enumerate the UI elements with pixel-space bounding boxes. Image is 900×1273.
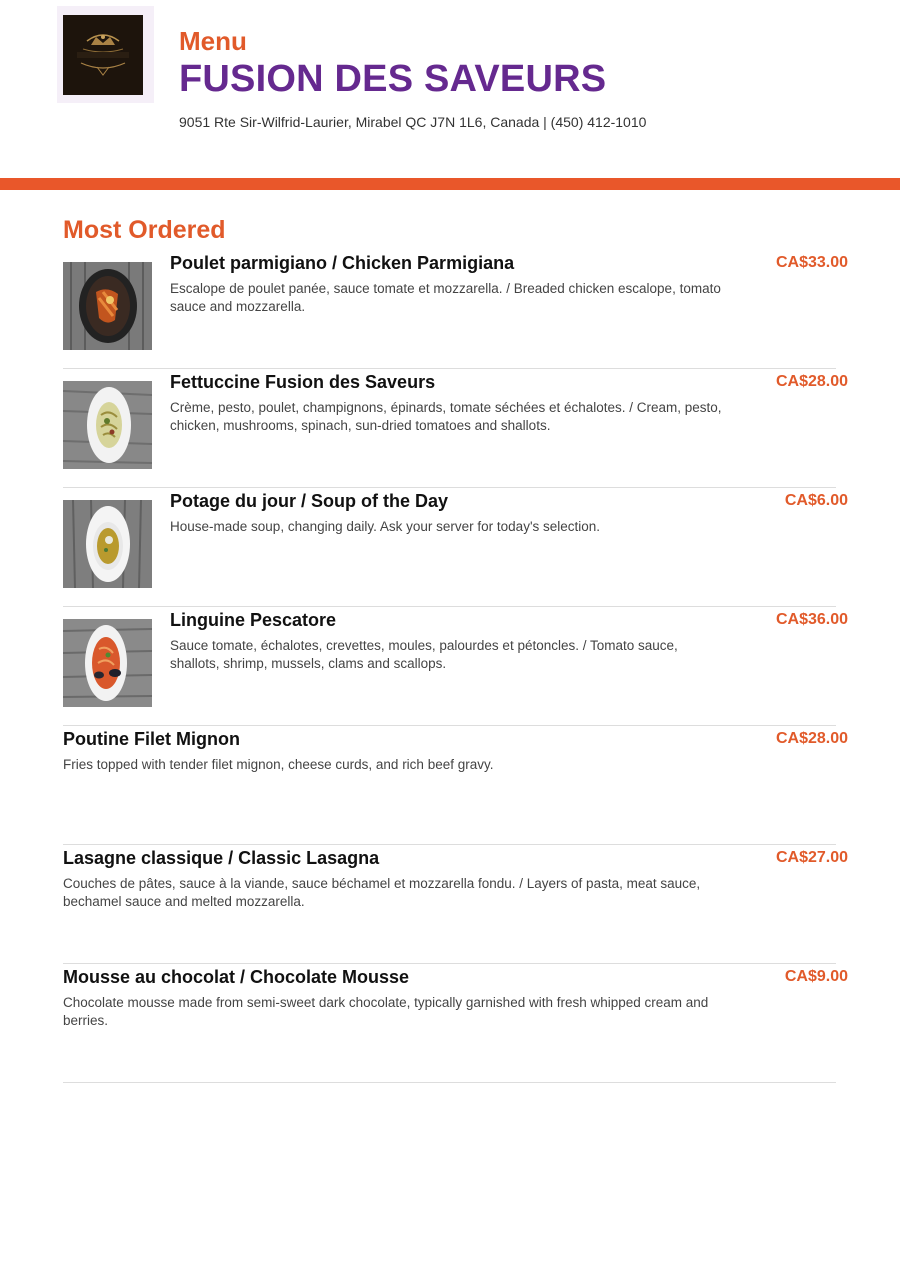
item-price: CA$27.00 (775, 849, 848, 866)
restaurant-address: 9051 Rte Sir-Wilfrid-Laurier, Mirabel QC J7N 1L6, Canada | (450) 412-1010 (179, 114, 647, 130)
menu-item-list (63, 250, 848, 1083)
item-price: CA$28.00 (775, 373, 848, 390)
item-name: Poutine Filet Mignon (63, 729, 240, 749)
item-price: CA$6.00 (784, 492, 848, 509)
menu-item[interactable] (63, 726, 848, 845)
item-price: CA$9.00 (784, 968, 848, 985)
item-name: Linguine Pescatore (170, 610, 337, 630)
item-name: Potage du jour / Soup of the Day (170, 491, 449, 511)
linguine-photo (63, 619, 152, 707)
item-price: CA$33.00 (775, 254, 848, 271)
menu-item[interactable] (63, 607, 848, 726)
menu-item[interactable] (63, 488, 848, 607)
item-description: House-made soup, changing daily. Ask your server for today's selection. (170, 519, 601, 534)
menu-item[interactable] (63, 845, 848, 964)
restaurant-logo (63, 15, 143, 95)
item-name: Fettuccine Fusion des Saveurs (170, 372, 436, 392)
item-name: Poulet parmigiano / Chicken Parmigiana (170, 253, 515, 273)
fettuccine-photo (63, 381, 152, 469)
menu-item[interactable] (63, 964, 848, 1083)
item-description: Chocolate mousse made from semi-sweet dark chocolate, typically garnished with fresh whipped cream and berries. (63, 995, 709, 1028)
chicken-parmigiana-photo (63, 262, 152, 350)
menu-label: Menu (179, 26, 247, 56)
menu-header (0, 0, 900, 178)
item-description: Crème, pesto, poulet, champignons, épinards, tomate séchées et échalotes. / Cream, pesto, chicken, mushrooms, spinach, sun-dried tomatoes and shallots. (170, 400, 722, 433)
item-price: CA$28.00 (775, 730, 848, 747)
item-name: Lasagne classique / Classic Lasagna (63, 848, 380, 868)
logo-frame (57, 6, 154, 103)
item-description: Fries topped with tender filet mignon, cheese curds, and rich beef gravy. (63, 757, 494, 772)
accent-divider (0, 178, 900, 190)
item-description: Escalope de poulet panée, sauce tomate et mozzarella. / Breaded chicken escalope, tomato sauce and mozzarella. (170, 281, 721, 314)
soup-photo (63, 500, 152, 588)
section-title: Most Ordered (63, 216, 226, 244)
item-description: Sauce tomate, échalotes, crevettes, moules, palourdes et pétoncles. / Tomato sauce, shallots, shrimp, mussels, clams and scallops. (170, 638, 678, 671)
menu-item[interactable] (63, 250, 848, 369)
restaurant-name: FUSION DES SAVEURS (179, 58, 607, 100)
item-name: Mousse au chocolat / Chocolate Mousse (63, 967, 410, 987)
menu-item[interactable] (63, 369, 848, 488)
item-description: Couches de pâtes, sauce à la viande, sauce béchamel et mozzarella fondu. / Layers of pasta, meat sauce, bechamel sauce and melted mozzarella. (63, 876, 701, 909)
item-price: CA$36.00 (775, 611, 848, 628)
